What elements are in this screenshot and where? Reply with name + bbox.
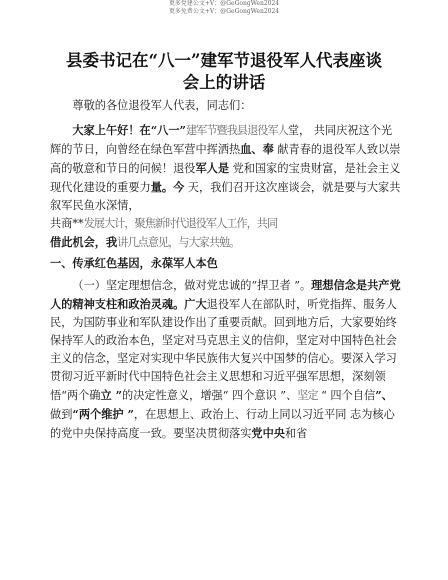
opening-text-5: 共商** bbox=[50, 217, 84, 230]
opening-bold-4: 量。今 bbox=[150, 180, 185, 194]
section1-bold-4: “两个维护 ” bbox=[72, 407, 134, 421]
section-heading-1: 一、传承红色基因，永葆军人本色 bbox=[50, 256, 218, 270]
opening-bold-2: 血、奉 bbox=[240, 142, 274, 156]
section1-bold-3: ”、 bbox=[375, 388, 393, 402]
section1-text-2: 退役军人在部队时，听党指挥、服务人民，为国防事业和军队建设作出了重要贡献。回到地方后，大家要始终保持军人的政治本色，坚定对马克思主义的信仰，坚定对中国特色社会主义的信念，坚定对实现中华民族伟大复兴中国梦的信心。要深入学习贯彻习近平新时代中国特色社会主义思想和习近平强军思想，深刻领悟“两个确 bbox=[50, 298, 397, 402]
title-line-1: 县委书记在“八一”建军节退役军人代表座谈 bbox=[66, 51, 382, 70]
opening-garbled-3: 讲几点意见，与大家共勉。 bbox=[117, 236, 240, 249]
opening-bold-1: 大家上午好！在“八一” bbox=[72, 123, 186, 137]
opening-text-1: 堂， 共同庆祝这个光辉的节日，向曾经在绿色军营中挥洒热 bbox=[50, 124, 393, 156]
opening-bold-5: 借此机会，我 bbox=[50, 235, 118, 249]
section1-text-6: ，在思想上、政治上、行动上同以习近平同 志为核心的党中央保持高度一致。要坚决贯彻落实 bbox=[50, 408, 395, 440]
section1-bold-5: 党中央 bbox=[251, 426, 285, 440]
header-line-1: 更多党建公文+V：@GeGongWen2024 bbox=[168, 0, 280, 7]
paragraph-section-1 bbox=[50, 276, 402, 405]
opening-garbled-2: 发展大计，聚焦新时代退役军人工作，共同 bbox=[83, 217, 278, 230]
section1-text-5: 做到 bbox=[50, 408, 73, 421]
section1-bold-1: 理想信念是共产党人的精神支柱和政治灵魂。广大 bbox=[50, 278, 401, 311]
title-line-2: 会上的讲话 bbox=[182, 73, 266, 92]
opening-text-2: 献青春的退役军人致以崇高的敬意和节日的问候！退役 bbox=[50, 143, 401, 175]
opening-garbled-1: 建军节暨我县退役军人 bbox=[185, 124, 288, 137]
opening-text-3: 党和国家的宝贵财富，是社会主义现代化建设的重要力 bbox=[50, 162, 401, 194]
section1-text-4: “ 四个自信 bbox=[317, 389, 376, 402]
opening-bold-3: 军人是 bbox=[195, 161, 230, 175]
section1-garbled-1: 坚定 bbox=[297, 389, 318, 402]
paragraph-section-1-cont bbox=[50, 405, 402, 443]
document-title bbox=[40, 50, 408, 94]
paragraph-opening bbox=[50, 121, 402, 215]
section1-text-1: （一）坚定理想信念，做对党忠诚的“捍卫者 ”。 bbox=[72, 279, 312, 292]
paragraph-opening-cont bbox=[50, 215, 402, 252]
header-line-2: 更多免费公文+V：@GeGongWen2024 bbox=[168, 8, 280, 15]
page-header bbox=[0, 0, 448, 16]
section1-text-3: 的决定性意义，增强“ 四个意识 ”、 bbox=[122, 389, 298, 402]
opening-text-4: 天，我们召开这次座谈会，就是要与大家共叙军民鱼水深情， bbox=[50, 181, 401, 212]
section1-bold-2: 立 ” bbox=[100, 388, 123, 402]
document-body bbox=[50, 97, 402, 443]
salutation: 尊敬的各位退役军人代表，同志们： bbox=[72, 99, 252, 112]
section1-text-7: 和省 bbox=[284, 427, 308, 440]
